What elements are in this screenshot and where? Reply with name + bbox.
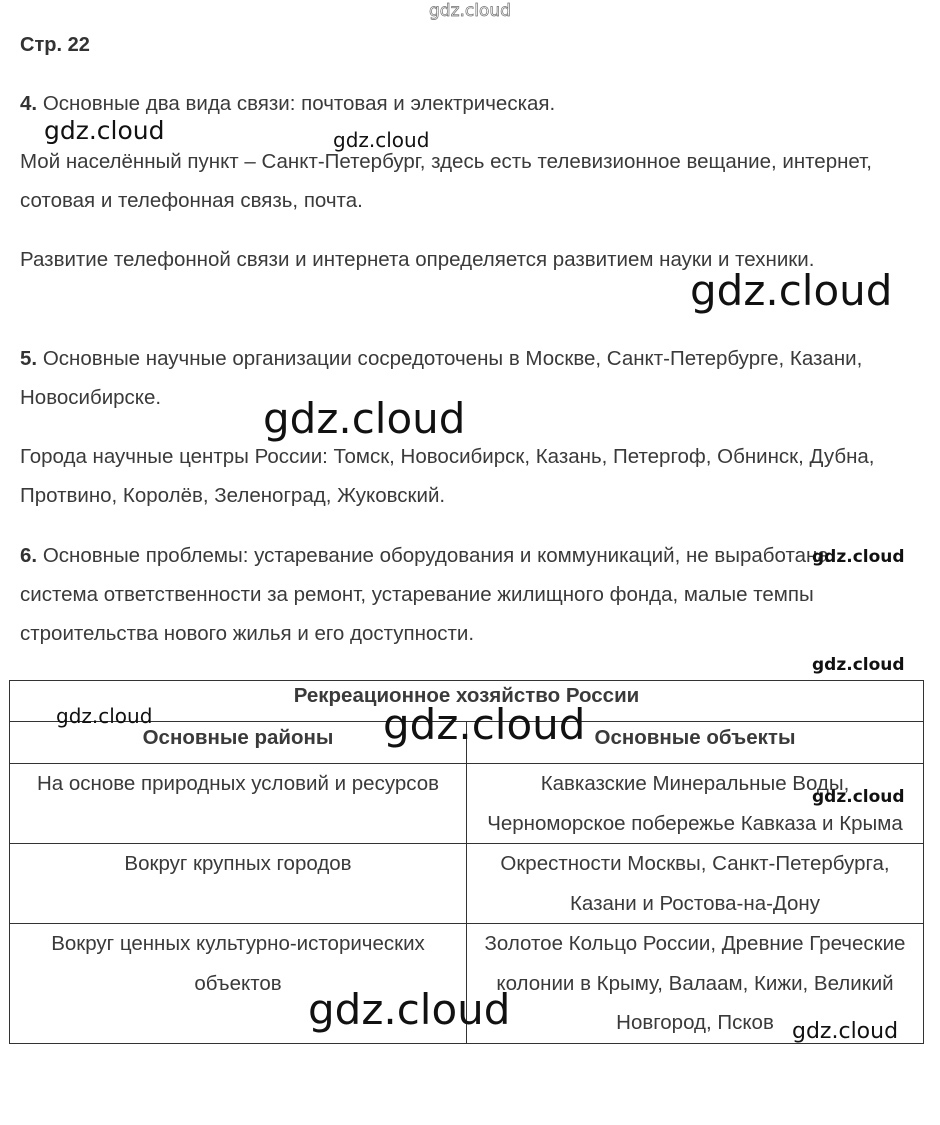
item-number: 6. bbox=[20, 544, 38, 567]
table-cell: Окрестности Москвы, Санкт-Петербурга, Казани и Ростова-на-Дону bbox=[467, 844, 924, 924]
watermark: gdz.cloud bbox=[812, 547, 905, 567]
paragraph-settlement bbox=[20, 142, 900, 220]
column-header: Основные районы bbox=[10, 722, 467, 764]
watermark: gdz.cloud bbox=[812, 787, 905, 807]
table-cell: На основе природных условий и ресурсов bbox=[10, 764, 467, 844]
watermark: gdz.cloud bbox=[263, 394, 466, 443]
paragraph-text: Города научные центры России: Томск, Новосибирск, Казань, Петергоф, Обнинск, Дубна, Протвино, Королёв, Зеленоград, Жуковский. bbox=[20, 445, 875, 507]
item-number: 5. bbox=[20, 347, 38, 370]
watermark: gdz.cloud bbox=[812, 655, 905, 675]
paragraph-text: Мой населённый пункт – Санкт-Петербург, здесь есть телевизионное вещание, интернет, сотовая и телефонная связь, почта. bbox=[20, 150, 872, 212]
table-cell: Кавказские Минеральные Воды, Черноморское побережье Кавказа и Крыма bbox=[467, 764, 924, 844]
page-number-label: Стр. 22 bbox=[20, 34, 90, 56]
item-6-line bbox=[20, 536, 910, 653]
paragraph-science-cities bbox=[20, 437, 920, 515]
item-text: Основные проблемы: устаревание оборудования и коммуникаций, не выработана система ответственности за ремонт, устаревание жилищного фонда, малые темпы строительства нового жилья и его доступности. bbox=[20, 544, 829, 645]
item-number: 4. bbox=[20, 92, 38, 115]
column-header: Основные объекты bbox=[467, 722, 924, 764]
watermark: gdz.cloud bbox=[44, 116, 165, 145]
paragraph-text: Развитие телефонной связи и интернета определяется развитием науки и техники. bbox=[20, 248, 815, 271]
watermark: gdz.cloud bbox=[56, 704, 153, 728]
item-text: Основные научные организации сосредоточены в Москве, Санкт-Петербурге, Казани, Новосибирске. bbox=[20, 347, 863, 409]
item-text: Основные два вида связи: почтовая и электрическая. bbox=[42, 92, 556, 115]
table-row bbox=[10, 844, 924, 924]
watermark: gdz.cloud bbox=[308, 985, 511, 1034]
watermark: gdz.cloud bbox=[383, 700, 586, 749]
table-cell: Вокруг крупных городов bbox=[10, 844, 467, 924]
watermark: gdz.cloud bbox=[333, 128, 430, 152]
table-cell: Золотое Кольцо России, Древние Греческие колонии в Крыму, Валаам, Кижи, Великий Новгород, Псков bbox=[467, 924, 924, 1044]
watermark-top: gdz.cloud bbox=[429, 1, 511, 21]
table-cell: Вокруг ценных культурно-исторических объектов bbox=[10, 924, 467, 1044]
watermark: gdz.cloud bbox=[792, 1019, 899, 1044]
table-caption: Рекреационное хозяйство России bbox=[10, 681, 924, 722]
table-row bbox=[10, 764, 924, 844]
watermark: gdz.cloud bbox=[690, 266, 893, 315]
